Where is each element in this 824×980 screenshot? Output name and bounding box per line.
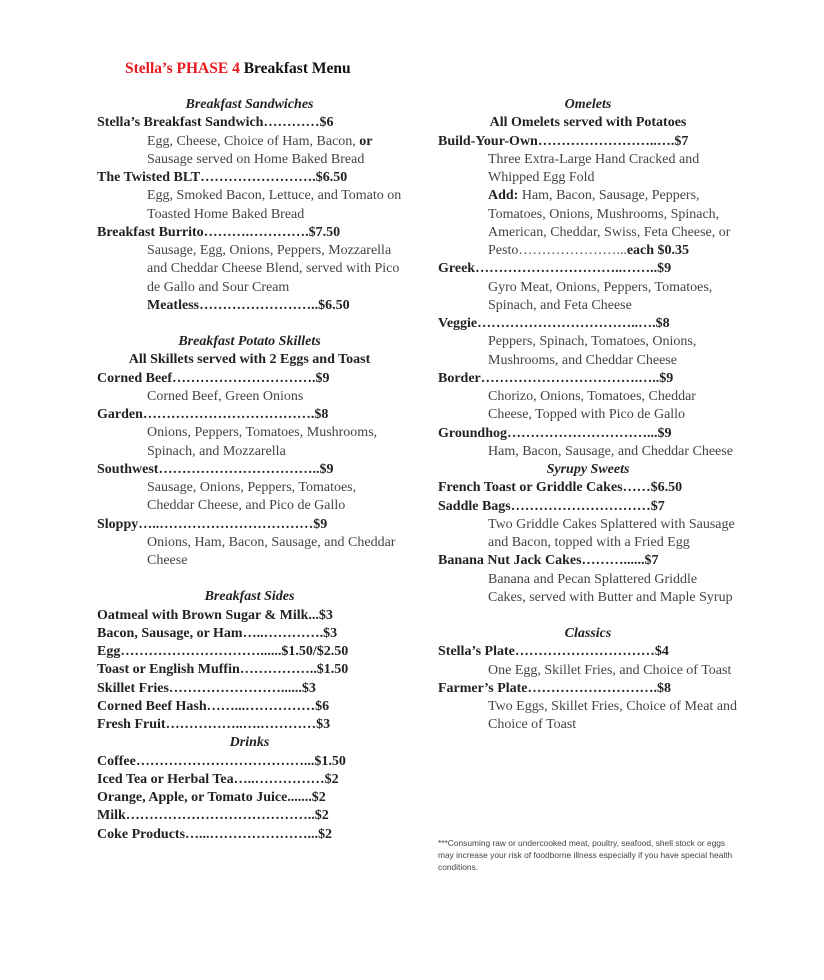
omelet-addons: Add: Ham, Bacon, Sausage, Peppers, Tomatoes, Onions, Mushrooms, Spinach, American, Cheddar, Swiss, Feta Cheese, or	[488, 188, 731, 240]
drink-item: Orange, Apple, or Tomato Juice.......$2	[97, 790, 326, 805]
drink-item: Coffee………………………………...$1.50	[97, 753, 346, 769]
food-safety-note: ***Consuming raw or undercooked meat, poultry, seafood, shell stock or eggs may increase your risk of foodborne illness especially if you have special health conditions.	[438, 838, 733, 872]
menu-item-name: Southwest……………………………..$9	[97, 461, 334, 477]
sandwiches-heading: Breakfast Sandwiches	[185, 97, 314, 112]
menu-item-desc: Sausage, Onions, Peppers, Tomatoes, Cheddar Cheese, and Pico de Gallo	[147, 480, 357, 514]
right-column	[438, 96, 738, 735]
side-item: Corned Beef Hash……...……………$6	[97, 698, 330, 714]
side-item: Skillet Fries……………………......$3	[97, 680, 316, 696]
side-item: Toast or English Muffin……………..$1.50	[97, 662, 349, 678]
menu-item-desc: Two Eggs, Skillet Fries, Choice of Meat and Choice of Toast	[488, 699, 738, 733]
menu-item-desc: Chorizo, Onions, Tomatoes, Cheddar Cheese, Topped with Pico de Gallo	[488, 389, 696, 423]
menu-item-desc: Egg, Cheese, Choice of Ham, Bacon, or Sausage served on Home Baked Bread	[147, 133, 373, 167]
sides-heading: Breakfast Sides	[204, 589, 295, 605]
side-item: Oatmeal with Brown Sugar & Milk...$3	[97, 607, 333, 623]
skillets-heading: Breakfast Potato Skillets	[178, 334, 321, 349]
menu-item-desc: Sausage, Egg, Onions, Peppers, Mozzarella and Cheddar Cheese Blend, served with Pico de Gallo and Sour Cream	[147, 243, 400, 295]
menu-item-name: Greek…………………………..……..$9	[438, 261, 672, 277]
menu-item-name: Sloppy…..……………………………$9	[97, 516, 328, 532]
menu-item-desc: Onions, Ham, Bacon, Sausage, and Cheddar Cheese	[147, 534, 396, 568]
menu-item-desc: Two Griddle Cakes Splattered with Sausage and Bacon, topped with a Fried Egg	[488, 516, 735, 550]
left-column	[97, 96, 402, 844]
menu-item-variant: Meatless……………………..$6.50	[147, 297, 350, 313]
menu-item-name: Stella’s Plate…………………………$4	[438, 644, 669, 660]
menu-item-name: Border…………………………….…..$9	[438, 370, 674, 386]
menu-item-desc: Banana and Pecan Splattered Griddle Cakes, served with Butter and Maple Syrup	[488, 571, 733, 605]
menu-item-name: Saddle Bags…………………………$7	[438, 498, 665, 514]
side-item: Egg…………………………......$1.50/$2.50	[97, 644, 349, 659]
menu-item-desc: Egg, Smoked Bacon, Lettuce, and Tomato on Toasted Home Baked Bread	[147, 188, 402, 222]
skillets-subheading: All Skillets served with 2 Eggs and Toast	[128, 352, 371, 368]
classics-heading: Classics	[564, 626, 612, 641]
omelets-heading: Omelets	[564, 97, 612, 112]
side-item: Bacon, Sausage, or Ham…..………….$3	[97, 625, 338, 641]
menu-item-name: The Twisted BLT…………………….$6.50	[97, 170, 348, 185]
menu-item-name: French Toast or Griddle Cakes……$6.50	[438, 480, 683, 496]
menu-item-name: Veggie……………………………..….$8	[438, 316, 670, 331]
drink-item: Milk…………………………………..$2	[97, 808, 329, 824]
menu-item-desc: One Egg, Skillet Fries, and Choice of Toast	[488, 662, 732, 678]
menu-item-name: Banana Nut Jack Cakes………......$7	[438, 553, 659, 569]
menu-item-desc: Peppers, Spinach, Tomatoes, Onions, Mushrooms, and Cheddar Cheese	[488, 334, 697, 368]
menu-item-name: Breakfast Burrito……….………….$7.50	[97, 224, 341, 240]
menu-item-desc: Gyro Meat, Onions, Peppers, Tomatoes, Spinach, and Feta Cheese	[488, 279, 713, 313]
menu-item-name: Garden……………………………….$8	[97, 407, 329, 422]
menu-item-name: Groundhog…………………………...$9	[438, 425, 672, 441]
drinks-heading: Drinks	[229, 735, 270, 751]
omelets-subheading: All Omelets served with Potatoes	[489, 115, 687, 131]
menu-item-desc: Onions, Peppers, Tomatoes, Mushrooms, Spinach, and Mozzarella	[147, 425, 378, 459]
drink-item: Coke Products…...…………………...$2	[97, 826, 333, 842]
menu-item-name: Farmer’s Plate……………………….$8	[438, 680, 672, 696]
menu-item-desc: Ham, Bacon, Sausage, and Cheddar Cheese	[488, 443, 733, 459]
menu-title	[125, 60, 351, 78]
menu-title-rest: Breakfast Menu	[243, 60, 351, 77]
menu-item-name: Build-Your-Own……………………..….$7	[438, 133, 689, 149]
side-item: Fresh Fruit……………..….…………$3	[97, 717, 331, 732]
menu-item-name: Stella’s Breakfast Sandwich…………$6	[97, 115, 334, 131]
menu-item-desc: Three Extra-Large Hand Cracked and Whipped Egg Fold	[488, 151, 700, 185]
menu-title-brand: Stella’s PHASE 4	[125, 60, 240, 77]
menu-item-name: Corned Beef………………………….$9	[97, 370, 330, 386]
drink-item: Iced Tea or Herbal Tea…..……………$2	[97, 771, 339, 787]
sweets-heading: Syrupy Sweets	[546, 462, 630, 477]
omelet-addon-price: Pesto…………………...each $0.35	[488, 243, 690, 258]
menu-item-desc: Corned Beef, Green Onions	[147, 388, 304, 404]
